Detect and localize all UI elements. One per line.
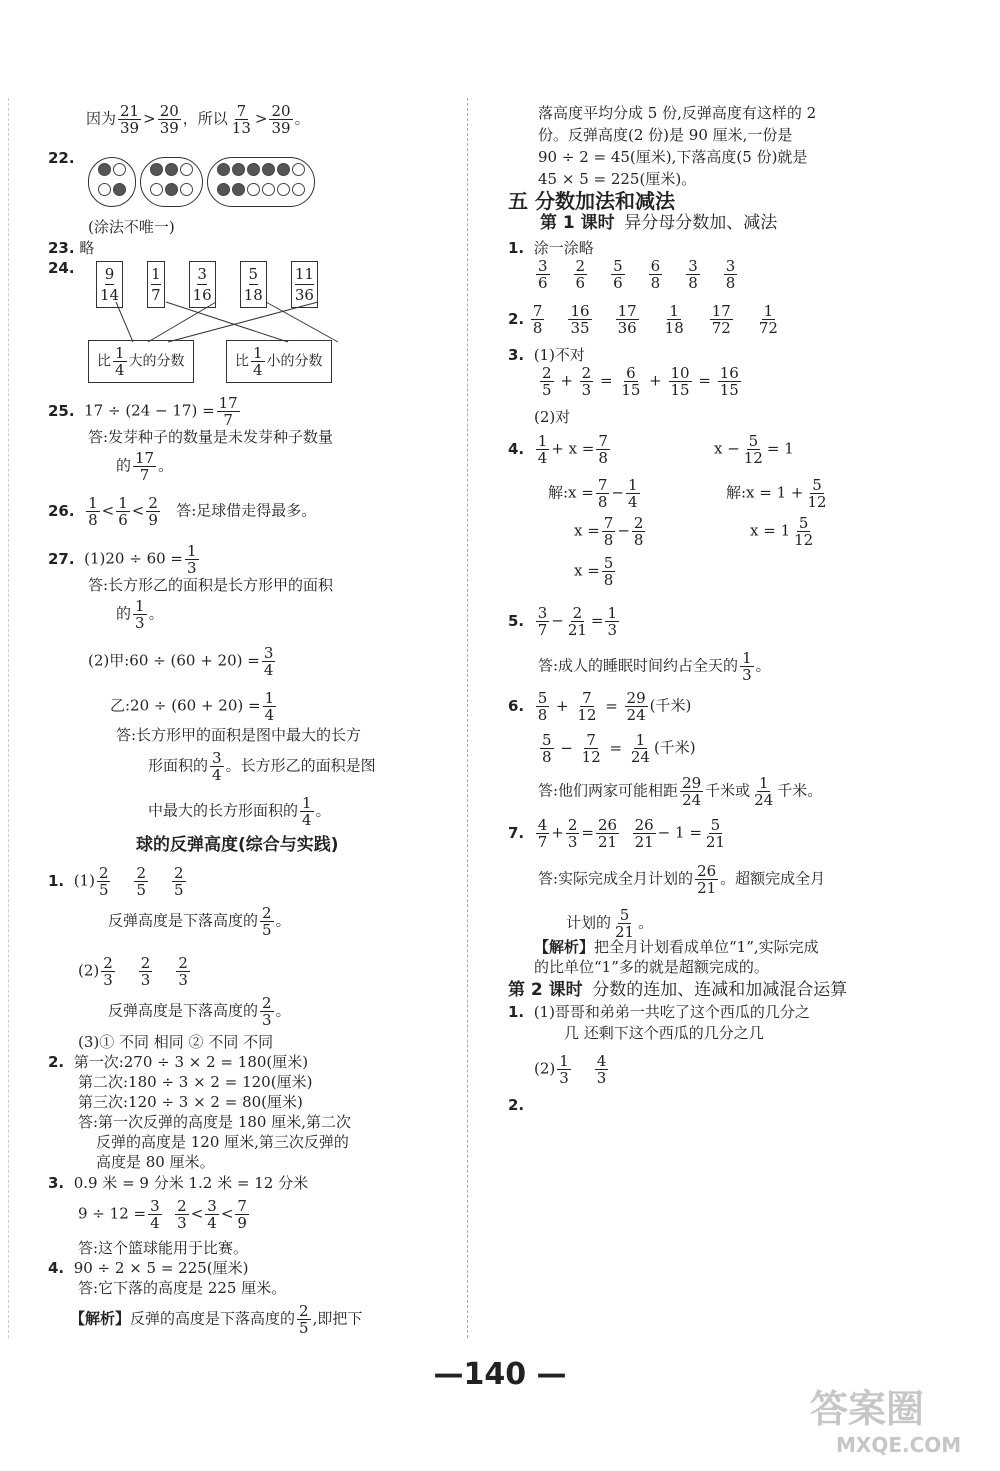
fraction: $\frac{2}{3}$ <box>140 954 151 989</box>
q27-answer-2a: 答:长方形甲的面积是图中最大的长方 <box>116 726 362 744</box>
fraction: $\frac{3}{8}$ <box>688 257 698 292</box>
a4-right-1: x − $\frac{5}{12}$ = 1 <box>714 432 794 467</box>
q23: 23. 略 <box>48 239 95 257</box>
b1-part1-text: 反弹高度是下落高度的 $\frac{2}{5}$ 。 <box>108 904 291 939</box>
b2-answer-1: 答:第一次反弹的高度是 180 厘米,第二次 <box>78 1113 351 1131</box>
c2-work <box>528 1090 948 1335</box>
q25-answer-2: 的 $\frac{17}{7}$ 。 <box>116 449 174 484</box>
a4-left-1: 4. $\frac{1}{4}$ + x = $\frac{7}{8}$ <box>508 432 608 467</box>
a3-equation: $\frac{2}{5}$ + $\frac{2}{3}$ = $\frac{6}{15}$ + $\frac{10}{15}$ = $\frac{16}{15}$ <box>542 364 739 399</box>
a4-right-3: x = 1 $\frac{5}{12}$ <box>750 514 814 549</box>
line-comparison: 因为 $\frac{21}{39}$ > $\frac{20}{39}$ ，所以 $\frac{7}{13}$ > $\frac{20}{39}$ 。 <box>86 102 310 137</box>
a4-left-3: x = $\frac{7}{8}$ − $\frac{2}{8}$ <box>574 514 644 549</box>
fraction: $\frac{2}{3}$ <box>178 954 188 989</box>
fraction: $\frac{2}{3}$ <box>103 954 113 989</box>
fraction: $\frac{1}{24}$ <box>630 731 650 766</box>
fraction: $\frac{7}{12}$ <box>577 689 597 724</box>
b1-part2: (2) $\frac{2}{3}$ $\frac{2}{3}$ $\frac{2}{3}$ <box>78 954 188 989</box>
q27-answer-2b: 形面积的 $\frac{3}{4}$ 。长方形乙的面积是图 <box>148 749 376 784</box>
r-cont-2: 份。反弹高度(2 份)是 90 厘米,一份是 <box>538 126 793 144</box>
b2: 2. 第一次:270 ÷ 3 × 2 = 180(厘米) <box>48 1053 309 1071</box>
fraction: $\frac{17}{36}$ <box>617 302 637 337</box>
section-title: 球的反弹高度(综合与实践) <box>136 835 339 855</box>
q24-label-greater: 比 $\frac{1}{4}$ 大的分数 <box>88 340 194 383</box>
b4: 4. 90 ÷ 2 × 5 = 225(厘米) <box>48 1259 249 1277</box>
b4-note: 【解析】反弹的高度是下落高度的 $\frac{2}{5}$ ,即把下 <box>70 1302 363 1337</box>
q22-oval-figure <box>88 157 319 207</box>
fraction: $\frac{5}{6}$ <box>613 257 623 292</box>
r-cont-3: 90 ÷ 2 = 45(厘米),下落高度(5 份)就是 <box>538 148 808 166</box>
b1-part2-text: 反弹高度是下落高度的 $\frac{2}{3}$ 。 <box>108 994 291 1029</box>
b3: 3. 0.9 米 = 9 分米 1.2 米 = 12 分米 <box>48 1174 309 1192</box>
fraction: $\frac{2}{6}$ <box>575 257 586 292</box>
q27-part2-a: (2)甲:60 ÷ (60 + 20) = $\frac{3}{4}$ <box>88 644 274 679</box>
chapter-title: 五 分数加法和减法 <box>508 189 675 213</box>
fraction: $\frac{7}{12}$ <box>581 731 601 766</box>
page-number: —140 — <box>433 1357 567 1392</box>
fraction: $\frac{10}{15}$ <box>670 364 690 399</box>
c1: 1. (1)哥哥和弟弟一共吃了这个西瓜的几分之 <box>508 1003 810 1021</box>
a1: 1. 涂一涂略 <box>508 239 594 257</box>
c1-part2: (2) $\frac{1}{3}$ $\frac{4}{3}$ <box>534 1052 607 1087</box>
q27-answer-1b: 的 $\frac{1}{3}$ 。 <box>116 597 164 632</box>
fraction: $\frac{2}{5}$ <box>98 864 109 899</box>
fraction: $\frac{7}{8}$ <box>532 302 543 337</box>
q26: 26. $\frac{1}{8}$ < $\frac{1}{6}$ < $\frac{2}{9}$ 答:足球借走得最多。 <box>48 494 317 529</box>
fraction: $\frac{2}{3}$ <box>581 364 592 399</box>
fraction: $\frac{1}{18}$ <box>664 302 684 337</box>
a6-answer: 答:他们两家可能相距 $\frac{29}{24}$ 千米或 $\frac{1}{24}$ 千米。 <box>538 774 823 809</box>
fraction: $\frac{17}{72}$ <box>711 302 731 337</box>
b2-line2: 第二次:180 ÷ 3 × 2 = 120(厘米) <box>78 1073 313 1091</box>
a3: 3. (1)不对 <box>508 346 585 364</box>
c2: 2. <box>508 1096 525 1114</box>
fraction: $\frac{6}{15}$ <box>621 364 641 399</box>
q24-label-less: 比 $\frac{1}{4}$ 小的分数 <box>226 340 332 383</box>
fraction: $\frac{3}{6}$ <box>538 257 548 292</box>
watermark-logo <box>806 1380 986 1460</box>
fraction-box: $\frac{11}{36}$ <box>291 261 318 308</box>
b1-part3: (3)① 不同 相同 ② 不同 不同 <box>78 1033 274 1051</box>
lesson2-header: 第 2 课时 分数的连加、连减和加减混合运算 <box>508 980 848 1000</box>
svg-text:答案圈: 答案圈 <box>810 1387 925 1431</box>
q27: 27. (1)20 ÷ 60 = $\frac{1}{3}$ <box>48 542 197 577</box>
fraction-box: $\frac{5}{18}$ <box>240 261 267 308</box>
q25: 25. 17 ÷ (24 − 17) = $\frac{17}{7}$ <box>48 394 238 429</box>
margin-rule <box>8 98 9 1338</box>
q22: 22. <box>48 149 75 167</box>
fraction: $\frac{2}{5}$ <box>542 364 552 399</box>
fraction: $\frac{4}{3}$ <box>596 1052 607 1087</box>
q24: 24. <box>48 259 75 277</box>
a2: 2. $\frac{7}{8}$ $\frac{16}{35}$ $\frac{17}{36}$ $\frac{1}{18}$ $\frac{17}{72}$ $\frac{1}{72}$ <box>508 302 778 337</box>
a4-left-2: 解:x = $\frac{7}{8}$ − $\frac{1}{4}$ <box>548 476 638 511</box>
q25-answer-1: 答:发芽种子的数量是未发芽种子数量 <box>88 428 334 446</box>
a6: 6. $\frac{5}{8}$ + $\frac{7}{12}$ = $\frac{29}{24}$ (千米) <box>508 689 692 724</box>
a3-part2: (2)对 <box>534 408 571 426</box>
fraction: $\frac{1}{72}$ <box>758 302 778 337</box>
a7-note-2: 的比单位“1”多的就是超额完成的。 <box>534 958 769 976</box>
fraction-box: $\frac{3}{16}$ <box>189 261 216 308</box>
b2-answer-2: 反弹的高度是 120 厘米,第三次反弹的 <box>96 1133 349 1151</box>
b3-answer: 答:这个篮球能用于比赛。 <box>78 1239 249 1257</box>
fraction: $\frac{29}{24}$ <box>626 689 646 724</box>
fraction: $\frac{16}{35}$ <box>570 302 590 337</box>
fraction: $\frac{2}{5}$ <box>136 864 147 899</box>
r-cont-1: 落高度平均分成 5 份,反弹高度有这样的 2 <box>538 104 817 122</box>
lesson1-header: 第 1 课时 异分母分数加、减法 <box>540 213 778 233</box>
q27-answer-1: 答:长方形乙的面积是长方形甲的面积 <box>88 576 334 594</box>
fraction-box: $\frac{9}{14}$ <box>96 261 123 308</box>
oval-group-1 <box>88 157 136 207</box>
q22-note: (涂法不唯一) <box>88 218 175 236</box>
fraction: $\frac{16}{15}$ <box>719 364 739 399</box>
oval-group-2 <box>140 157 203 207</box>
q27-part2-b: 乙:20 ÷ (60 + 20) = $\frac{1}{4}$ <box>110 689 275 724</box>
fraction-box: $\frac{1}{7}$ <box>147 261 165 308</box>
r-cont-4: 45 × 5 = 225(厘米)。 <box>538 170 697 188</box>
fraction: $\frac{3}{8}$ <box>725 257 736 292</box>
b2-line3: 第三次:120 ÷ 3 × 2 = 80(厘米) <box>78 1093 303 1111</box>
a7-answer-2: 计划的 $\frac{5}{21}$ 。 <box>566 906 654 941</box>
c1-line2: 几 还剩下这个西瓜的几分之几 <box>564 1024 764 1042</box>
a7-note-1: 【解析】把全月计划看成单位“1”,实际完成 <box>534 938 819 956</box>
fraction: $\frac{2}{5}$ <box>174 864 184 899</box>
fraction: $\frac{5}{8}$ <box>542 731 552 766</box>
q27-answer-2c: 中最大的长方形面积的 $\frac{1}{4}$ 。 <box>148 794 331 829</box>
b3-line2: 9 ÷ 12 = $\frac{3}{4}$ $\frac{2}{3}$ < $\frac{3}{4}$ < $\frac{7}{9}$ <box>78 1197 247 1232</box>
b2-answer-3: 高度是 80 厘米。 <box>96 1153 215 1171</box>
a4-right-2: 解:x = 1 + $\frac{5}{12}$ <box>726 476 827 511</box>
a5: 5. $\frac{3}{7}$ − $\frac{2}{21}$ = $\frac{1}{3}$ <box>508 604 618 639</box>
a5-answer: 答:成人的睡眠时间约占全天的 $\frac{1}{3}$ 。 <box>538 649 771 684</box>
svg-text:MXQE.COM: MXQE.COM <box>836 1433 962 1457</box>
a7: 7. $\frac{4}{7}$ + $\frac{2}{3}$ = $\frac{26}{21}$ $\frac{26}{21}$ − 1 = $\frac{5}{21}$ <box>508 816 725 851</box>
a7-answer: 答:实际完成全月计划的 $\frac{26}{21}$ 。超额完成全月 <box>538 862 826 897</box>
fraction: $\frac{6}{8}$ <box>650 257 661 292</box>
oval-group-3 <box>207 157 315 207</box>
a4-left-4: x = $\frac{5}{8}$ <box>574 554 614 589</box>
a1-fractions <box>534 258 759 291</box>
fraction: $\frac{5}{8}$ <box>537 689 548 724</box>
b4-answer: 答:它下落的高度是 225 厘米。 <box>78 1279 287 1297</box>
b1-part1: 1. (1) $\frac{2}{5}$ $\frac{2}{5}$ $\frac{2}{5}$ <box>48 864 184 899</box>
a6-line2: $\frac{5}{8}$ − $\frac{7}{12}$ = $\frac{1}{24}$ (千米) <box>542 731 696 766</box>
column-divider <box>467 98 468 1338</box>
fraction: $\frac{1}{3}$ <box>559 1052 569 1087</box>
